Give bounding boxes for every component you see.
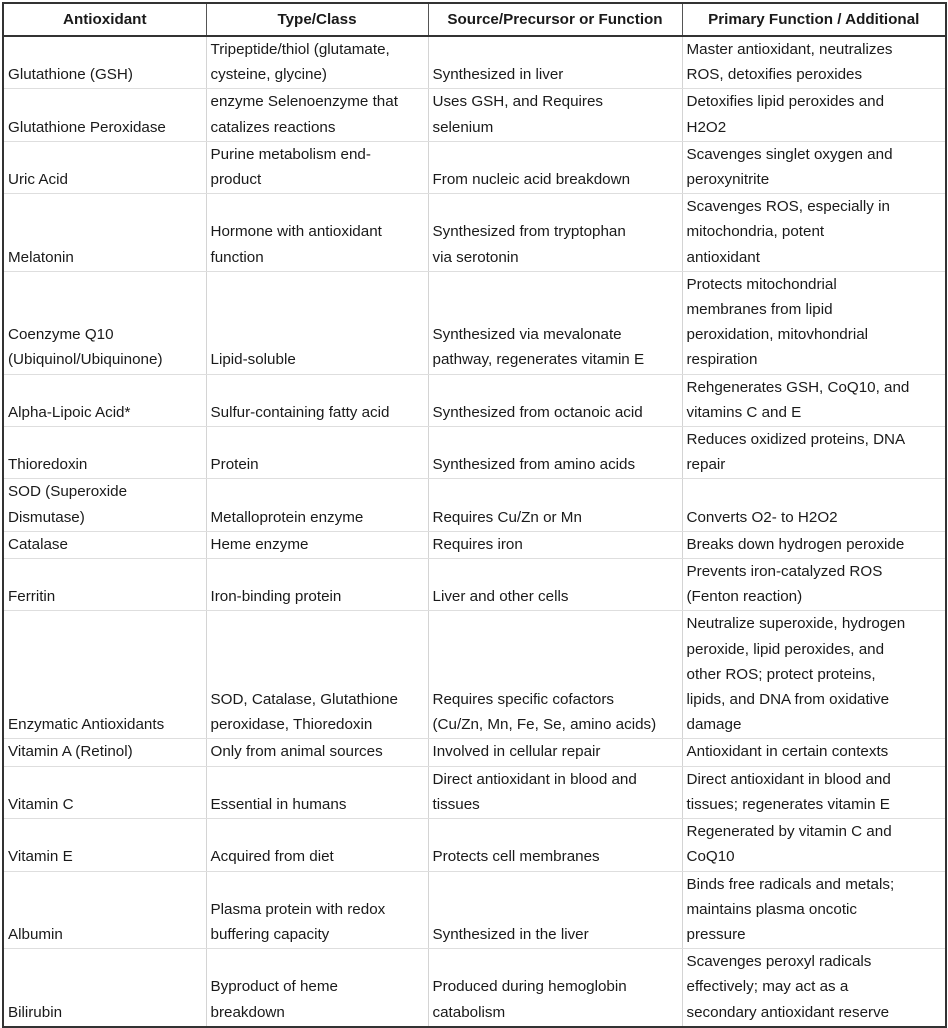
cell-antioxidant[interactable]: Uric Acid bbox=[3, 141, 206, 193]
cell-antioxidant[interactable]: Glutathione Peroxidase bbox=[3, 89, 206, 141]
table-row bbox=[3, 271, 946, 374]
cell-type-class[interactable]: Acquired from diet bbox=[206, 819, 428, 871]
table-row bbox=[3, 479, 946, 531]
cell-source[interactable]: From nucleic acid breakdown bbox=[428, 141, 682, 193]
cell-type-class[interactable]: Plasma protein with redox buffering capacity bbox=[206, 871, 428, 949]
cell-primary-function[interactable]: Protects mitochondrial membranes from lipid peroxidation, mitovhondrial respiration bbox=[682, 271, 946, 374]
table-row bbox=[3, 427, 946, 479]
cell-source[interactable]: Synthesized in the liver bbox=[428, 871, 682, 949]
cell-primary-function[interactable]: Rehgenerates GSH, CoQ10, and vitamins C and E bbox=[682, 374, 946, 426]
cell-primary-function[interactable]: Scavenges singlet oxygen and peroxynitrite bbox=[682, 141, 946, 193]
cell-antioxidant[interactable]: Bilirubin bbox=[3, 949, 206, 1027]
cell-source[interactable]: Synthesized via mevalonate pathway, regenerates vitamin E bbox=[428, 271, 682, 374]
table-row bbox=[3, 89, 946, 141]
table-row bbox=[3, 531, 946, 558]
cell-antioxidant[interactable]: Alpha-Lipoic Acid* bbox=[3, 374, 206, 426]
cell-primary-function[interactable]: Binds free radicals and metals; maintains plasma oncotic pressure bbox=[682, 871, 946, 949]
cell-primary-function[interactable]: Regenerated by vitamin C and CoQ10 bbox=[682, 819, 946, 871]
cell-antioxidant[interactable]: Melatonin bbox=[3, 194, 206, 272]
cell-source[interactable]: Requires Cu/Zn or Mn bbox=[428, 479, 682, 531]
header-row bbox=[3, 3, 946, 36]
cell-type-class[interactable]: Iron-binding protein bbox=[206, 559, 428, 611]
cell-primary-function[interactable]: Direct antioxidant in blood and tissues; regenerates vitamin E bbox=[682, 766, 946, 818]
cell-source[interactable]: Synthesized in liver bbox=[428, 36, 682, 89]
table-row bbox=[3, 766, 946, 818]
table-row bbox=[3, 194, 946, 272]
cell-type-class[interactable]: Only from animal sources bbox=[206, 739, 428, 766]
cell-source[interactable]: Direct antioxidant in blood and tissues bbox=[428, 766, 682, 818]
cell-source[interactable]: Synthesized from amino acids bbox=[428, 427, 682, 479]
cell-source[interactable]: Requires specific cofactors (Cu/Zn, Mn, Fe, Se, amino acids) bbox=[428, 611, 682, 739]
cell-source[interactable]: Uses GSH, and Requires selenium bbox=[428, 89, 682, 141]
cell-type-class[interactable]: Sulfur-containing fatty acid bbox=[206, 374, 428, 426]
cell-antioxidant[interactable]: Albumin bbox=[3, 871, 206, 949]
cell-antioxidant[interactable]: SOD (Superoxide Dismutase) bbox=[3, 479, 206, 531]
cell-type-class[interactable]: Purine metabolism end- product bbox=[206, 141, 428, 193]
antioxidant-spreadsheet bbox=[2, 2, 945, 1028]
cell-type-class[interactable]: Hormone with antioxidant function bbox=[206, 194, 428, 272]
cell-primary-function[interactable]: Scavenges ROS, especially in mitochondria, potent antioxidant bbox=[682, 194, 946, 272]
cell-source[interactable]: Requires iron bbox=[428, 531, 682, 558]
table-row bbox=[3, 949, 946, 1027]
cell-antioxidant[interactable]: Ferritin bbox=[3, 559, 206, 611]
cell-source[interactable]: Liver and other cells bbox=[428, 559, 682, 611]
cell-antioxidant[interactable]: Enzymatic Antioxidants bbox=[3, 611, 206, 739]
cell-primary-function[interactable]: Detoxifies lipid peroxides and H2O2 bbox=[682, 89, 946, 141]
cell-antioxidant[interactable]: Thioredoxin bbox=[3, 427, 206, 479]
cell-antioxidant[interactable]: Vitamin E bbox=[3, 819, 206, 871]
cell-type-class[interactable]: enzyme Selenoenzyme that catalizes reactions bbox=[206, 89, 428, 141]
header-primary-function[interactable]: Primary Function / Additional bbox=[682, 3, 946, 36]
cell-antioxidant[interactable]: Coenzyme Q10 (Ubiquinol/Ubiquinone) bbox=[3, 271, 206, 374]
table-row bbox=[3, 871, 946, 949]
cell-primary-function[interactable]: Breaks down hydrogen peroxide bbox=[682, 531, 946, 558]
cell-type-class[interactable]: SOD, Catalase, Glutathione peroxidase, Thioredoxin bbox=[206, 611, 428, 739]
cell-type-class[interactable]: Metalloprotein enzyme bbox=[206, 479, 428, 531]
cell-antioxidant[interactable]: Glutathione (GSH) bbox=[3, 36, 206, 89]
header-antioxidant[interactable]: Antioxidant bbox=[3, 3, 206, 36]
table-row bbox=[3, 611, 946, 739]
table-row bbox=[3, 819, 946, 871]
cell-type-class[interactable]: Tripeptide/thiol (glutamate, cysteine, glycine) bbox=[206, 36, 428, 89]
antioxidant-table bbox=[2, 2, 947, 1028]
header-type-class[interactable]: Type/Class bbox=[206, 3, 428, 36]
cell-antioxidant[interactable]: Vitamin C bbox=[3, 766, 206, 818]
table-row bbox=[3, 559, 946, 611]
cell-type-class[interactable]: Essential in humans bbox=[206, 766, 428, 818]
cell-type-class[interactable]: Heme enzyme bbox=[206, 531, 428, 558]
table-row bbox=[3, 374, 946, 426]
cell-source[interactable]: Protects cell membranes bbox=[428, 819, 682, 871]
cell-primary-function[interactable]: Master antioxidant, neutralizes ROS, detoxifies peroxides bbox=[682, 36, 946, 89]
cell-primary-function[interactable]: Neutralize superoxide, hydrogen peroxide, lipid peroxides, and other ROS; protect proteins, lipids, and DNA from oxidative damage bbox=[682, 611, 946, 739]
cell-primary-function[interactable]: Reduces oxidized proteins, DNA repair bbox=[682, 427, 946, 479]
cell-antioxidant[interactable]: Catalase bbox=[3, 531, 206, 558]
cell-type-class[interactable]: Lipid-soluble bbox=[206, 271, 428, 374]
cell-source[interactable]: Produced during hemoglobin catabolism bbox=[428, 949, 682, 1027]
header-source-precursor[interactable]: Source/Precursor or Function bbox=[428, 3, 682, 36]
table-row bbox=[3, 36, 946, 89]
cell-primary-function[interactable]: Scavenges peroxyl radicals effectively; may act as a secondary antioxidant reserve bbox=[682, 949, 946, 1027]
cell-type-class[interactable]: Protein bbox=[206, 427, 428, 479]
cell-primary-function[interactable]: Prevents iron-catalyzed ROS (Fenton reaction) bbox=[682, 559, 946, 611]
cell-primary-function[interactable]: Antioxidant in certain contexts bbox=[682, 739, 946, 766]
cell-antioxidant[interactable]: Vitamin A (Retinol) bbox=[3, 739, 206, 766]
cell-primary-function[interactable]: Converts O2- to H2O2 bbox=[682, 479, 946, 531]
table-row bbox=[3, 739, 946, 766]
table-row bbox=[3, 141, 946, 193]
cell-source[interactable]: Synthesized from tryptophan via serotonin bbox=[428, 194, 682, 272]
cell-type-class[interactable]: Byproduct of heme breakdown bbox=[206, 949, 428, 1027]
cell-source[interactable]: Synthesized from octanoic acid bbox=[428, 374, 682, 426]
cell-source[interactable]: Involved in cellular repair bbox=[428, 739, 682, 766]
